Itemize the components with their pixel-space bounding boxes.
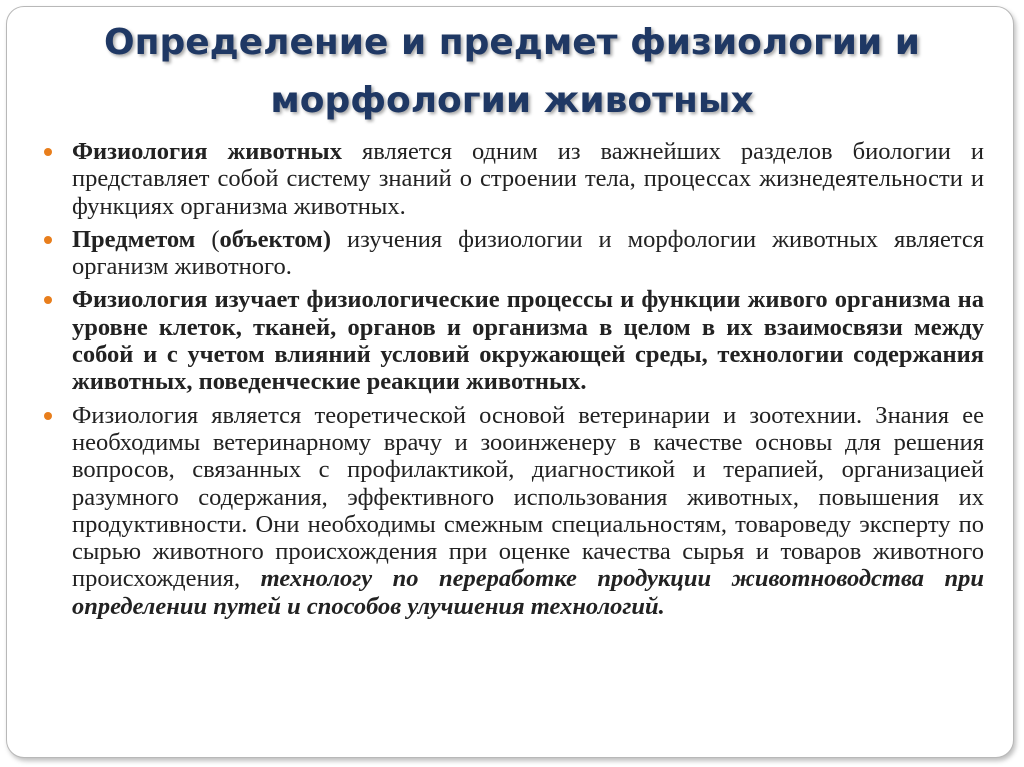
bullet-1-text: является одним из важнейших разделов биологии и представляет собой систему знаний о строении тела, процессах жизнедеятельности и функциях организма животных. — [72, 138, 984, 220]
bullet-item-2 — [40, 226, 984, 281]
bullet-3-text: Физиология изучает физиологические процессы и функции живого организма на уровне клеток, тканей, органов и организма в целом в их взаимосвязи между собой и с учетом влияний условий окружающей среды, технологии содержания животных, поведенческие реакции животных. — [72, 286, 984, 396]
slide-title: Определение и предмет физиологии и морфологии животных — [103, 22, 921, 121]
bullet-dot-icon — [44, 412, 52, 420]
bullet-2-lead: Предметом — [72, 225, 196, 253]
bullet-list — [40, 138, 984, 626]
bullet-1-lead: Физиология животных — [72, 138, 342, 165]
bullet-4-emphasis: технологу по переработке продукции животноводства при определении путей и способов улучшения технологий. — [72, 565, 984, 620]
bullet-2-lead2: объектом) — [219, 225, 332, 253]
bullet-item-4 — [40, 402, 984, 620]
bullet-2-mid: ( — [195, 225, 220, 253]
bullet-item-3 — [40, 286, 984, 395]
bullet-dot-icon — [44, 236, 52, 244]
bullet-dot-icon — [44, 296, 52, 304]
bullet-item-1 — [40, 138, 984, 220]
bullet-2-text: изучения физиологии и морфологии животных является организм животного. — [72, 225, 984, 281]
bullet-dot-icon — [44, 148, 52, 156]
bullet-4-text: Физиология является теоретической основой ветеринарии и зоотехнии. Знания ее необходимы ветеринарному врачу и зооинженеру в качестве основы для решения вопросов, связанных с профилактикой, диагностикой и терапией, организацией разумного содержания, эффективного использования животных, повышения их продуктивности. Они необходимы смежным специальностям, товароведу эксперту по сырью животного происхождения при оценке качества сырья и товаров животного происхождения, — [72, 401, 984, 593]
